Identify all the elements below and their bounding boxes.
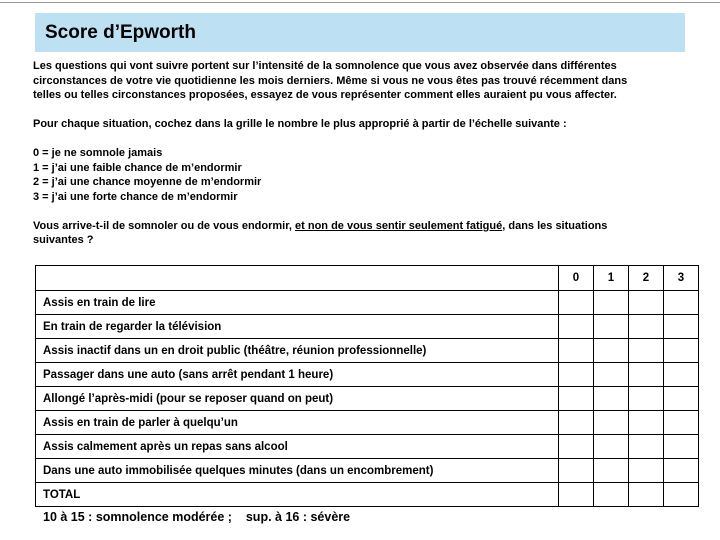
- table-row: [36, 363, 699, 387]
- header-col-1: 1: [594, 266, 629, 291]
- answer-cell-2[interactable]: [629, 339, 664, 363]
- scale-item: 0 = je ne somnole jamais: [33, 147, 163, 159]
- intro-line: Les questions qui vont suivre portent sur l’intensité de la somnolence que vous avez observée dans différentes: [33, 60, 617, 72]
- row-label: TOTAL: [36, 483, 559, 507]
- answer-cell-1[interactable]: [594, 435, 629, 459]
- header-col-3: 3: [664, 266, 699, 291]
- answer-cell-3[interactable]: [664, 483, 699, 507]
- row-label: Assis en train de parler à quelqu’un: [36, 411, 559, 435]
- row-label: Assis en train de lire: [36, 291, 559, 315]
- answer-cell-0[interactable]: [559, 435, 594, 459]
- intro-line: telles ou telles circonstances proposées, essayez de vous représenter comment elles auraient pu vous affecter.: [33, 89, 617, 101]
- table-row: [36, 339, 699, 363]
- question-line-1: [33, 219, 627, 234]
- table-row: [36, 315, 699, 339]
- blank-line: [33, 103, 627, 118]
- answer-cell-1[interactable]: [594, 339, 629, 363]
- header-col-2: 2: [629, 266, 664, 291]
- table-row: [36, 435, 699, 459]
- answer-cell-3[interactable]: [664, 315, 699, 339]
- answer-cell-1[interactable]: [594, 459, 629, 483]
- answer-cell-3[interactable]: [664, 435, 699, 459]
- answer-cell-2[interactable]: [629, 363, 664, 387]
- answer-cell-1[interactable]: [594, 387, 629, 411]
- question-underlined-text: et non de vous sentir seulement fatigué: [295, 219, 503, 232]
- row-label: Dans une auto immobilisée quelques minutes (dans un encombrement): [36, 459, 559, 483]
- answer-cell-0[interactable]: [559, 459, 594, 483]
- table-header-row: [36, 266, 699, 291]
- answer-cell-0[interactable]: [559, 339, 594, 363]
- answer-cell-1[interactable]: [594, 411, 629, 435]
- answer-cell-3[interactable]: [664, 339, 699, 363]
- body-text: [33, 59, 627, 248]
- table-row: [36, 411, 699, 435]
- answer-cell-2[interactable]: [629, 483, 664, 507]
- answer-cell-1[interactable]: [594, 315, 629, 339]
- answer-cell-0[interactable]: [559, 483, 594, 507]
- header-empty-cell: [36, 266, 559, 291]
- table-row: [36, 387, 699, 411]
- answer-cell-2[interactable]: [629, 291, 664, 315]
- answer-cell-0[interactable]: [559, 387, 594, 411]
- answer-cell-2[interactable]: [629, 411, 664, 435]
- blank-line: [33, 204, 627, 219]
- scoring-note: 10 à 15 : somnolence modérée ; sup. à 16 : sévère: [43, 510, 351, 524]
- answer-cell-2[interactable]: [629, 435, 664, 459]
- title-banner: [35, 13, 685, 52]
- question-suffix: , dans les situations: [502, 219, 608, 232]
- slide-top-border: [0, 2, 720, 3]
- row-label: Assis calmement après un repas sans alcool: [36, 435, 559, 459]
- answer-cell-3[interactable]: [664, 363, 699, 387]
- question-prefix: Vous arrive-t-il de somnoler ou de vous endormir,: [33, 219, 296, 232]
- instruction-text: Pour chaque situation, cochez dans la grille le nombre le plus approprié à partir de l’échelle suivante :: [33, 118, 567, 130]
- table-row: [36, 459, 699, 483]
- answer-cell-1[interactable]: [594, 483, 629, 507]
- row-label: Allongé l’après-midi (pour se reposer quand on peut): [36, 387, 559, 411]
- blank-line: [33, 132, 627, 147]
- answer-cell-1[interactable]: [594, 291, 629, 315]
- answer-cell-3[interactable]: [664, 387, 699, 411]
- scale-item: 2 = j’ai une chance moyenne de m’endormir: [33, 176, 262, 188]
- answer-cell-2[interactable]: [629, 387, 664, 411]
- answer-cell-3[interactable]: [664, 411, 699, 435]
- answer-cell-0[interactable]: [559, 363, 594, 387]
- answer-cell-2[interactable]: [629, 459, 664, 483]
- question-line-2: suivantes ?: [33, 234, 94, 246]
- row-label: Assis inactif dans un en droit public (théâtre, réunion professionnelle): [36, 339, 559, 363]
- answer-cell-0[interactable]: [559, 411, 594, 435]
- answer-cell-3[interactable]: [664, 459, 699, 483]
- answer-cell-0[interactable]: [559, 291, 594, 315]
- answer-cell-2[interactable]: [629, 315, 664, 339]
- question-text: [33, 219, 627, 248]
- answer-cell-0[interactable]: [559, 315, 594, 339]
- answer-cell-1[interactable]: [594, 363, 629, 387]
- header-col-0: 0: [559, 266, 594, 291]
- scale-list: [33, 146, 627, 204]
- scale-item: 3 = j’ai une forte chance de m’endormir: [33, 190, 238, 203]
- intro-line: circonstances de votre vie quotidienne les mois derniers. Même si vous ne vous êtes pas trouvé récemment dans: [33, 74, 628, 87]
- row-label: En train de regarder la télévision: [36, 315, 559, 339]
- answer-cell-3[interactable]: [664, 291, 699, 315]
- table-row: [36, 291, 699, 315]
- epworth-score-table: [35, 265, 699, 507]
- page-title: Score d’Epworth: [45, 21, 196, 43]
- scale-item: 1 = j’ai une faible chance de m’endormir: [33, 161, 242, 174]
- row-label: Passager dans une auto (sans arrêt pendant 1 heure): [36, 363, 559, 387]
- table-row-total: [36, 483, 699, 507]
